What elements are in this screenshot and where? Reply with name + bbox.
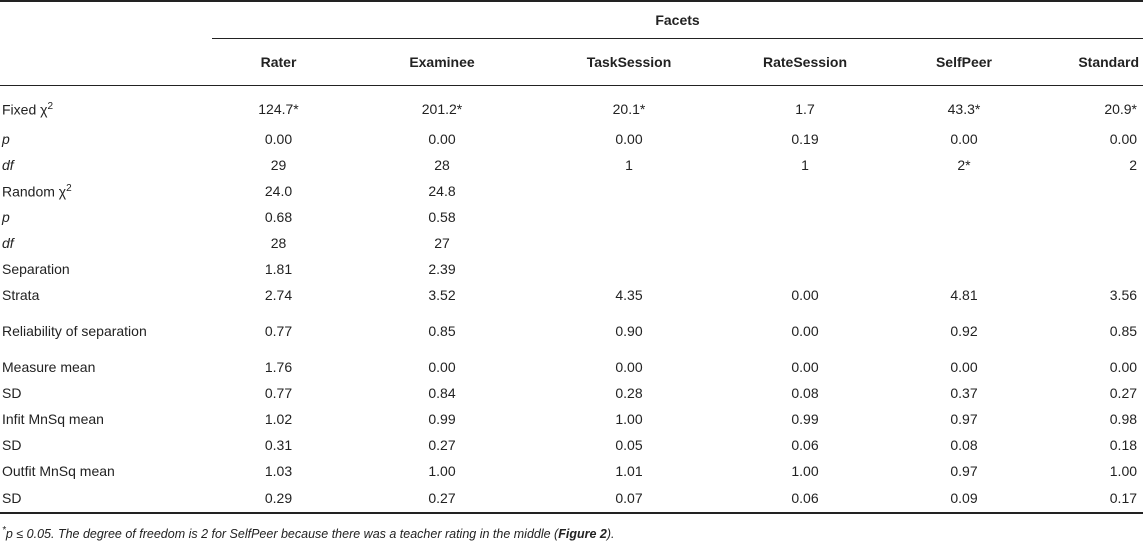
cell-tasksession: 1.00 bbox=[615, 411, 643, 427]
row-label: Measure mean bbox=[2, 359, 96, 375]
row-label: Fixed $\chi^2$ bbox=[2, 100, 54, 118]
cell-standard bbox=[1037, 256, 1143, 282]
cell-examinee: 2.39 bbox=[428, 261, 456, 277]
cell-examinee: 24.8 bbox=[428, 183, 456, 199]
cell-standard: 0.00 bbox=[1109, 359, 1138, 375]
cell-examinee: 0.27 bbox=[345, 484, 539, 513]
cell-ratesession: 0.19 bbox=[791, 131, 819, 147]
cell-rater: 0.00 bbox=[264, 131, 293, 147]
cell-ratesession bbox=[719, 256, 891, 282]
cell-selfpeer bbox=[891, 204, 1037, 230]
table-row bbox=[0, 256, 1143, 282]
footnote-star: * bbox=[2, 525, 6, 536]
cell-standard bbox=[1037, 230, 1143, 256]
cell-selfpeer: 2* bbox=[957, 157, 971, 173]
cell-standard: 0.98 bbox=[1109, 411, 1138, 427]
cell-rater: 0.77 bbox=[264, 385, 293, 401]
row-label: p bbox=[2, 131, 10, 147]
cell-examinee: 28 bbox=[434, 157, 450, 173]
cell-ratesession bbox=[719, 204, 891, 230]
table-row bbox=[0, 308, 1143, 354]
row-label: Infit MnSq mean bbox=[2, 411, 104, 427]
row-label: df bbox=[2, 157, 14, 173]
cell-examinee: 0.58 bbox=[428, 209, 456, 225]
cell-rater: 1.03 bbox=[264, 463, 293, 479]
cell-rater: 28 bbox=[270, 235, 287, 251]
row-label: p bbox=[2, 209, 10, 225]
column-header-rater: Rater bbox=[212, 39, 345, 86]
cell-rater: 24.0 bbox=[264, 183, 293, 199]
cell-selfpeer bbox=[891, 178, 1037, 204]
cell-standard: 1.00 bbox=[1109, 463, 1138, 479]
cell-rater: 0.31 bbox=[264, 437, 293, 453]
cell-tasksession: 0.05 bbox=[615, 437, 643, 453]
row-label: SD bbox=[2, 385, 22, 401]
cell-ratesession bbox=[719, 230, 891, 256]
table-row bbox=[0, 458, 1143, 484]
table-footnote bbox=[2, 525, 614, 541]
cell-tasksession: 1 bbox=[625, 157, 633, 173]
cell-examinee: 0.27 bbox=[428, 437, 456, 453]
cell-tasksession: 0.07 bbox=[539, 484, 719, 513]
table-row bbox=[0, 354, 1143, 380]
row-label: Strata bbox=[2, 287, 40, 303]
table-row bbox=[0, 484, 1143, 513]
cell-tasksession bbox=[539, 178, 719, 204]
cell-standard: 0.17 bbox=[1037, 484, 1143, 513]
cell-ratesession: 1.00 bbox=[791, 463, 819, 479]
cell-examinee: 3.52 bbox=[428, 287, 456, 303]
cell-examinee: 0.00 bbox=[428, 359, 456, 375]
column-header-selfpeer: SelfPeer bbox=[891, 39, 1037, 86]
table-row bbox=[0, 282, 1143, 308]
footnote-figure-link[interactable]: Figure 2 bbox=[558, 527, 607, 542]
cell-selfpeer: 0.00 bbox=[950, 359, 978, 375]
cell-selfpeer: 0.92 bbox=[950, 322, 978, 339]
cell-ratesession: 1 bbox=[801, 157, 809, 173]
cell-examinee: 0.99 bbox=[428, 411, 456, 427]
cell-selfpeer: 43.3* bbox=[947, 101, 981, 117]
cell-rater: 2.74 bbox=[264, 287, 293, 303]
table-row bbox=[0, 380, 1143, 406]
footnote-p: p bbox=[5, 527, 13, 542]
cell-tasksession bbox=[539, 204, 719, 230]
cell-standard: 2 bbox=[1129, 157, 1138, 173]
header-corner-cell bbox=[0, 1, 212, 39]
cell-ratesession: 0.08 bbox=[791, 385, 819, 401]
cell-examinee: 1.00 bbox=[428, 463, 456, 479]
column-header-examinee: Examinee bbox=[345, 39, 539, 86]
cell-tasksession: 0.90 bbox=[615, 322, 643, 339]
table-body bbox=[0, 86, 1143, 514]
table-row bbox=[0, 152, 1143, 178]
column-header-tasksession: TaskSession bbox=[539, 39, 719, 86]
cell-standard bbox=[1037, 178, 1143, 204]
cell-standard: 0.00 bbox=[1109, 131, 1138, 147]
row-label: SD bbox=[2, 437, 22, 453]
row-label: Random $\chi^2$ bbox=[2, 182, 72, 200]
cell-ratesession: 0.00 bbox=[791, 322, 819, 339]
cell-selfpeer bbox=[891, 230, 1037, 256]
cell-rater: 29 bbox=[270, 157, 287, 173]
cell-ratesession: 0.06 bbox=[719, 484, 891, 513]
row-label: Reliability of separation bbox=[2, 322, 147, 339]
row-label: df bbox=[2, 235, 14, 251]
cell-selfpeer: 0.37 bbox=[950, 385, 978, 401]
cell-selfpeer: 0.97 bbox=[950, 463, 978, 479]
cell-rater: 124.7* bbox=[258, 101, 299, 117]
footnote-close: ). bbox=[606, 527, 615, 542]
column-header-ratesession: RateSession bbox=[719, 39, 891, 86]
cell-standard: 20.9* bbox=[1104, 101, 1138, 117]
cell-examinee: 0.84 bbox=[428, 385, 456, 401]
table-row bbox=[0, 230, 1143, 256]
table-row bbox=[0, 86, 1143, 127]
cell-examinee: 201.2* bbox=[421, 101, 463, 117]
table-row bbox=[0, 178, 1143, 204]
cell-rater: 1.81 bbox=[264, 261, 293, 277]
cell-rater: 1.02 bbox=[264, 411, 293, 427]
cell-examinee: 0.85 bbox=[428, 322, 456, 339]
cell-rater: 0.68 bbox=[264, 209, 293, 225]
cell-examinee: 27 bbox=[434, 235, 450, 251]
cell-tasksession: 0.00 bbox=[615, 131, 643, 147]
cell-tasksession: 0.00 bbox=[615, 359, 643, 375]
column-header-standard: Standard bbox=[1037, 39, 1143, 86]
cell-selfpeer: 0.97 bbox=[950, 411, 978, 427]
cell-rater: 0.29 bbox=[212, 484, 345, 513]
cell-tasksession bbox=[539, 256, 719, 282]
header-row-label-cell bbox=[0, 39, 212, 86]
cell-ratesession: 0.00 bbox=[791, 287, 819, 303]
cell-ratesession: 0.06 bbox=[791, 437, 819, 453]
cell-examinee: 0.00 bbox=[428, 131, 456, 147]
cell-ratesession bbox=[719, 178, 891, 204]
cell-standard: 0.18 bbox=[1109, 437, 1138, 453]
cell-rater: 1.76 bbox=[264, 359, 293, 375]
cell-rater: 0.77 bbox=[264, 322, 293, 339]
cell-standard: 0.27 bbox=[1109, 385, 1138, 401]
facets-group-header: Facets bbox=[212, 1, 1143, 39]
table-row bbox=[0, 126, 1143, 152]
cell-tasksession: 1.01 bbox=[615, 463, 643, 479]
cell-ratesession: 0.99 bbox=[791, 411, 819, 427]
row-label: Outfit MnSq mean bbox=[2, 463, 115, 479]
row-label: SD bbox=[0, 484, 212, 513]
cell-ratesession: 1.7 bbox=[795, 101, 815, 117]
table-row bbox=[0, 204, 1143, 230]
cell-tasksession: 20.1* bbox=[612, 101, 646, 117]
cell-selfpeer bbox=[891, 256, 1037, 282]
cell-ratesession: 0.00 bbox=[791, 359, 819, 375]
cell-standard bbox=[1037, 204, 1143, 230]
cell-selfpeer: 4.81 bbox=[950, 287, 978, 303]
table-row bbox=[0, 406, 1143, 432]
cell-tasksession: 4.35 bbox=[615, 287, 643, 303]
cell-standard: 0.85 bbox=[1109, 322, 1138, 339]
cell-selfpeer: 0.00 bbox=[950, 131, 978, 147]
row-label: Separation bbox=[2, 261, 70, 277]
cell-selfpeer: 0.09 bbox=[891, 484, 1037, 513]
cell-tasksession bbox=[539, 230, 719, 256]
table-row bbox=[0, 432, 1143, 458]
footnote-text: ≤ 0.05. The degree of freedom is 2 for SelfPeer because there was a teacher rating in the middle ( bbox=[12, 527, 559, 542]
cell-tasksession: 0.28 bbox=[615, 385, 643, 401]
cell-selfpeer: 0.08 bbox=[950, 437, 978, 453]
cell-standard: 3.56 bbox=[1109, 287, 1138, 303]
